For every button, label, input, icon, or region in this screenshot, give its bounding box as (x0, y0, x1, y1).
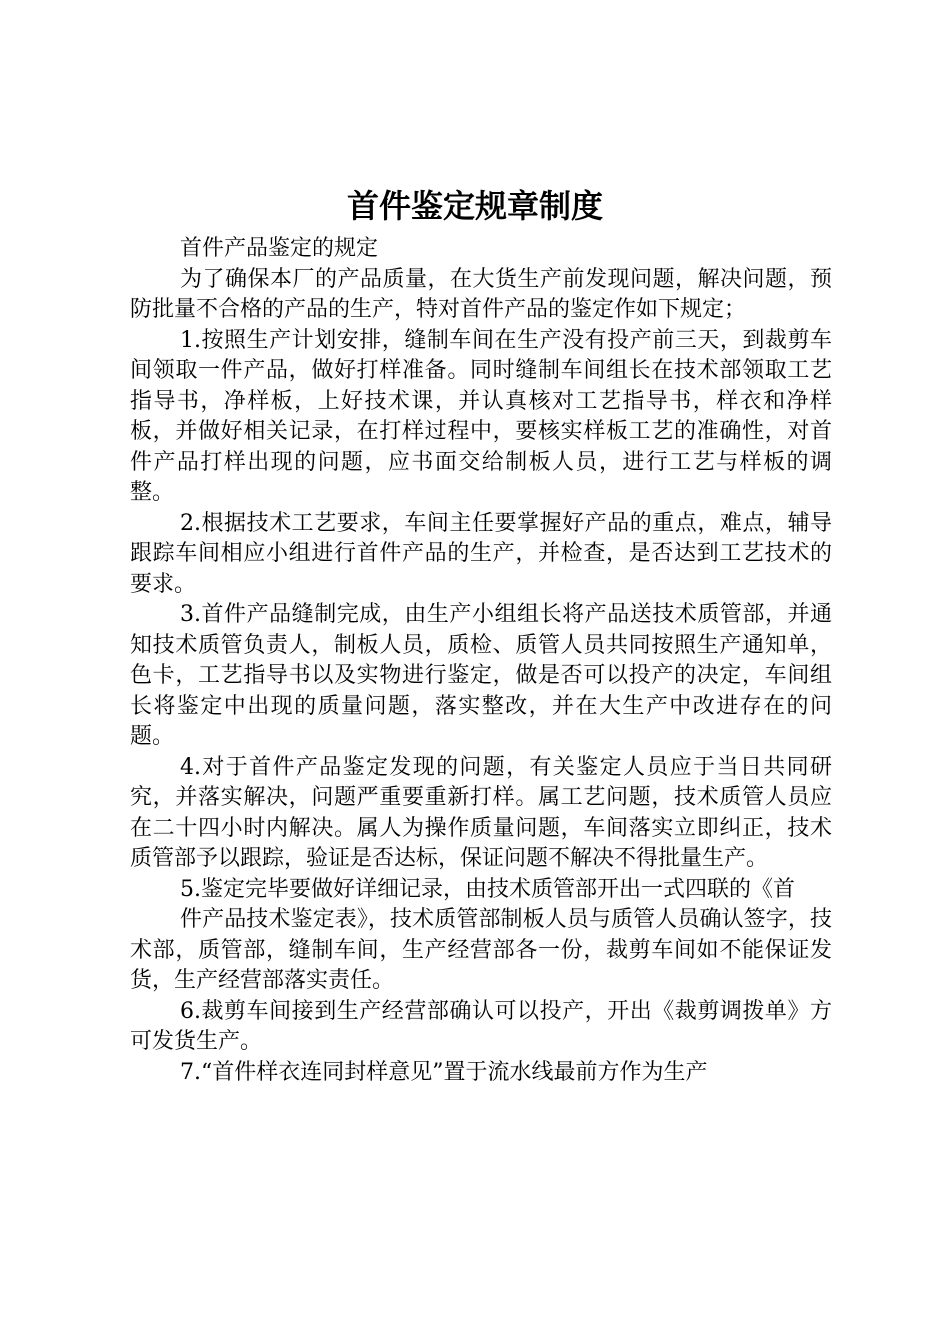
paragraph-item-2: 2.根据技术工艺要求，车间主任要掌握好产品的重点，难点，辅导跟踪车间相应小组进行首件产品的生产，并检查，是否达到工艺技术的要求。 (130, 510, 832, 597)
paragraph-item-6: 6.裁剪车间接到生产经营部确认可以投产，开出《裁剪调拨单》方可发货生产。 (130, 998, 832, 1054)
document-title: 首件鉴定规章制度 (346, 187, 603, 225)
paragraph-item-4: 4.对于首件产品鉴定发现的问题，有关鉴定人员应于当日共同研究，并落实解决，问题严重要重新打样。属工艺问题，技术质管人员应在二十四小时内解决。属人为操作质量问题，车间落实立即纠正，技术质管部予以跟踪，验证是否达标，保证问题不解决不得批量生产。 (130, 754, 832, 871)
paragraph-item-5-continued: 件产品技术鉴定表》，技术质管部制板人员与质管人员确认签字，技术部，质管部，缝制车间，生产经营部各一份，裁剪车间如不能保证发货，生产经营部落实责任。 (130, 907, 832, 993)
paragraph-item-3: 3.首件产品缝制完成，由生产小组组长将产品送技术质管部，并通知技术质管负责人，制板人员，质检、质管人员共同按照生产通知单，色卡，工艺指导书以及实物进行鉴定，做是否可以投产的决定，车间组长将鉴定中出现的质量问题，落实整改，并在大生产中改进存在的问题。 (130, 602, 832, 749)
document-body (130, 234, 832, 1088)
paragraph-item-5: 5.鉴定完毕要做好详细记录，由技术质管部开出一式四联的《首 (180, 876, 795, 902)
paragraph-item-7: 7.“首件样衣连同封样意见”置于流水线最前方作为生产 (180, 1059, 708, 1085)
paragraph-item-1: 1.按照生产计划安排，缝制车间在生产没有投产前三天，到裁剪车间领取一件产品，做好打样准备。同时缝制车间组长在技术部领取工艺指导书，净样板，上好技术课，并认真核对工艺指导书，样衣和净样板，并做好相关记录，在打样过程中，要核实样板工艺的准确性，对首件产品打样出现的问题，应书面交给制板人员，进行工艺与样板的调整。 (130, 327, 832, 505)
paragraph-intro: 为了确保本厂的产品质量，在大货生产前发现问题，解决问题，预防批量不合格的产品的生产，特对首件产品的鉴定作如下规定； (130, 266, 832, 322)
document-subtitle: 首件产品鉴定的规定 (180, 236, 379, 261)
